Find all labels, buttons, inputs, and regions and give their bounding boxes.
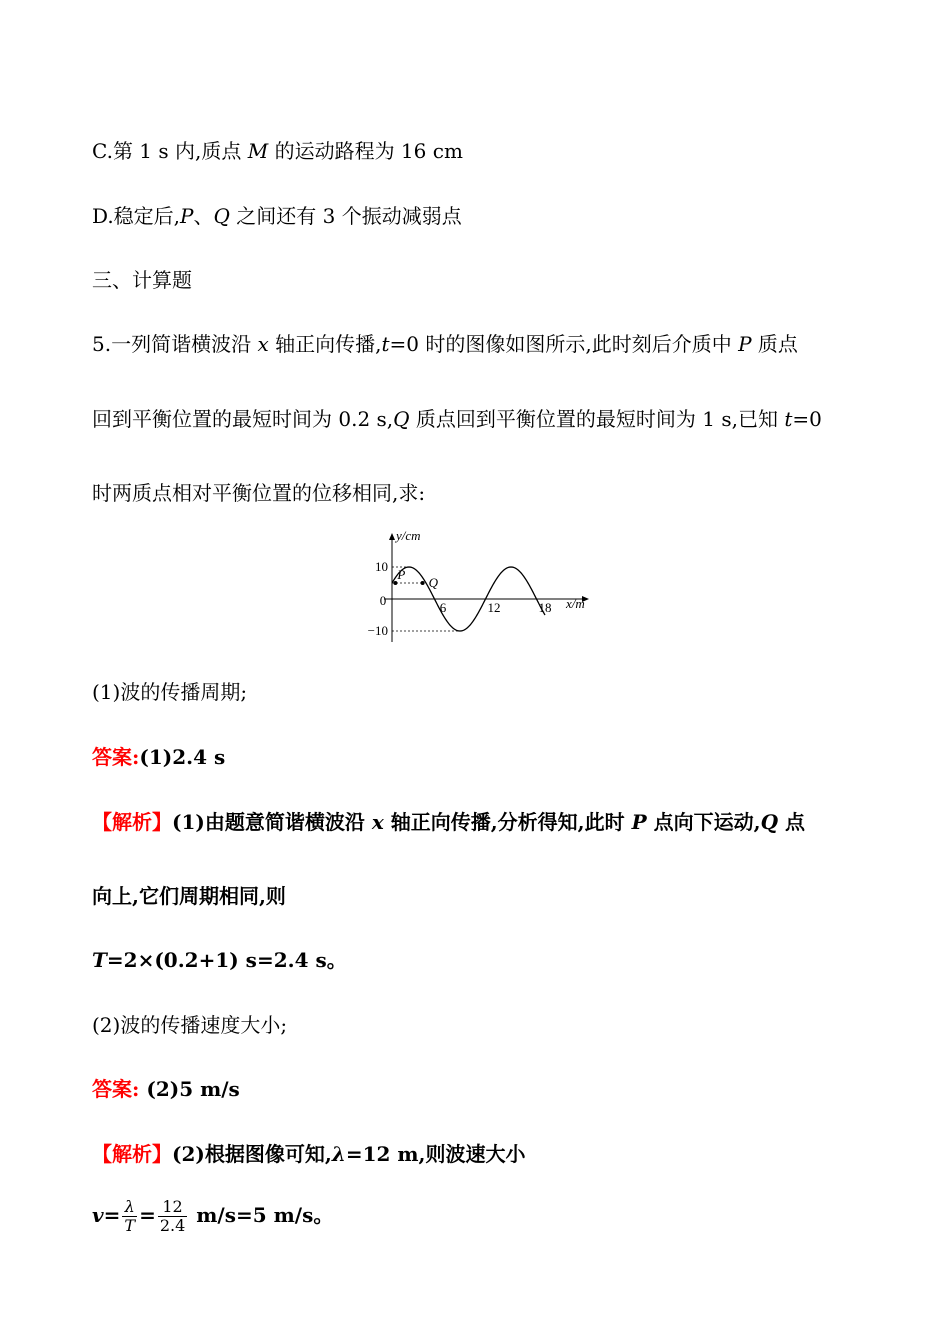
var-q: Q (760, 810, 779, 834)
text: 回到平衡位置的最短时间为 0.2 s, (92, 407, 394, 431)
var-p: P (631, 810, 647, 834)
fraction-lambda-over-t (122, 1198, 137, 1235)
point-q (421, 581, 425, 585)
answer-1 (92, 743, 225, 771)
var-m: M (247, 139, 269, 163)
text: 点向下运动, (646, 810, 761, 834)
point-label-p: P (397, 567, 406, 582)
denominator: T (124, 1216, 136, 1235)
section-heading: 三、计算题 (92, 268, 192, 292)
text: (2)根据图像可知, (172, 1142, 332, 1166)
text: 点 (778, 810, 805, 834)
answer-label: 答案: (92, 1077, 140, 1101)
answer-label: 答案: (92, 745, 140, 769)
question-5-line-1 (92, 330, 798, 358)
text: = (139, 1203, 156, 1227)
var-v: v (92, 1203, 104, 1227)
var-q: Q (213, 204, 230, 228)
explanation-2-line-1 (92, 1140, 526, 1168)
text: 质点回到平衡位置的最短时间为 1 s,已知 (409, 407, 785, 431)
point-label-q: Q (428, 575, 438, 590)
explanation-label: 【解析】 (92, 810, 172, 834)
numerator: 12 (158, 1198, 187, 1217)
explanation-1-line-2: 向上,它们周期相同,则 (92, 884, 286, 908)
var-lambda: λ (331, 1142, 346, 1166)
x-tick-label: 6 (439, 600, 447, 615)
text: 轴正向传播, (268, 332, 382, 356)
option-d (92, 202, 462, 230)
question-5-line-2 (92, 405, 822, 433)
explanation-1-line-1 (92, 808, 805, 836)
var-p: P (738, 332, 752, 356)
answer-value: (2)5 m/s (139, 1077, 240, 1101)
x-tick-label: 12 (487, 600, 501, 615)
text: D.稳定后, (92, 204, 181, 228)
text: =0 时的图像如图所示,此时刻后介质中 (389, 332, 739, 356)
var-t: t (381, 332, 390, 356)
explanation-1-line-3 (92, 946, 347, 974)
var-p: P (180, 204, 194, 228)
option-c (92, 137, 463, 165)
text: =2×(0.2+1) s=2.4 s。 (106, 948, 347, 972)
fraction-12-over-2-4 (158, 1198, 187, 1235)
text: 之间还有 3 个振动减弱点 (229, 204, 462, 228)
answer-value: (1)2.4 s (139, 745, 226, 769)
text: 质点 (751, 332, 798, 356)
var-t: T (92, 948, 107, 972)
y-axis-label: y/cm (396, 528, 421, 543)
question-5-line-3: 时两质点相对平衡位置的位移相同,求: (92, 481, 426, 505)
text: =0 (792, 407, 822, 431)
x-axis-label: x/m (566, 596, 585, 611)
x-tick-label: 18 (538, 600, 552, 615)
denominator: 2.4 (159, 1216, 186, 1235)
var-q: Q (393, 407, 410, 431)
origin-label: 0 (379, 593, 387, 608)
wave-graph (360, 526, 600, 646)
y-tick-label: 10 (375, 559, 388, 574)
numerator: λ (122, 1198, 137, 1217)
text: C.第 1 s 内,质点 (92, 139, 248, 163)
sub-question-2: (2)波的传播速度大小; (92, 1013, 288, 1037)
text: m/s=5 m/s。 (189, 1203, 334, 1227)
text: = (103, 1203, 121, 1227)
explanation-label: 【解析】 (92, 1142, 172, 1166)
text: (1)由题意简谐横波沿 (172, 810, 372, 834)
var-t: t (784, 407, 793, 431)
var-x: x (257, 332, 269, 356)
sub-question-1: (1)波的传播周期; (92, 680, 248, 704)
y-tick-label: −10 (367, 623, 388, 638)
answer-2 (92, 1075, 240, 1103)
explanation-2-line-2 (92, 1195, 333, 1235)
text: 、 (193, 204, 214, 228)
text: 轴正向传播,分析得知,此时 (383, 810, 632, 834)
var-x: x (371, 810, 384, 834)
text: 5.一列简谐横波沿 (92, 332, 258, 356)
text: 的运动路程为 16 cm (268, 139, 463, 163)
text: =12 m,则波速大小 (345, 1142, 526, 1166)
